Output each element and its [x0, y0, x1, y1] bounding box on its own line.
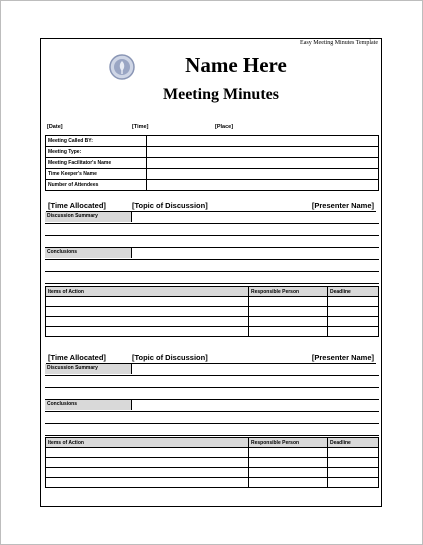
text-line[interactable] [45, 388, 379, 400]
section-1-discussion [45, 212, 379, 284]
info-row [46, 136, 379, 147]
info-value[interactable] [147, 169, 379, 180]
table-row [46, 448, 379, 458]
table-row [46, 297, 379, 307]
info-label: Time Keeper's Name [46, 169, 147, 180]
conclusions-label: Conclusions [45, 400, 132, 410]
template-name: Easy Meeting Minutes Template [300, 40, 378, 46]
items-of-action-header: Items of Action [46, 438, 249, 448]
document-page [40, 38, 382, 507]
table-row [46, 317, 379, 327]
table-row [46, 327, 379, 337]
text-line[interactable] [45, 260, 379, 272]
responsible-person-header: Responsible Person [249, 287, 328, 297]
text-line[interactable] [45, 236, 379, 248]
topic-of-discussion[interactable]: [Topic of Discussion] [132, 201, 208, 210]
time-field[interactable]: [Time] [132, 124, 149, 130]
text-line[interactable] [45, 424, 379, 436]
meeting-info-table [45, 135, 379, 191]
section-2-discussion [45, 364, 379, 436]
section-1-actions-table [45, 286, 379, 337]
info-row [46, 147, 379, 158]
discussion-summary-label: Discussion Summary [45, 364, 132, 374]
presenter-name[interactable]: [Presenter Name] [311, 353, 374, 362]
info-row [46, 169, 379, 180]
table-row [46, 307, 379, 317]
info-label: Meeting Type: [46, 147, 147, 158]
text-line[interactable] [45, 224, 379, 236]
info-row [46, 158, 379, 169]
table-row [46, 478, 379, 488]
info-label: Meeting Facilitator's Name [46, 158, 147, 169]
topic-of-discussion[interactable]: [Topic of Discussion] [132, 353, 208, 362]
deadline-header: Deadline [328, 287, 379, 297]
table-row [46, 458, 379, 468]
info-value[interactable] [147, 180, 379, 191]
info-value[interactable] [147, 147, 379, 158]
info-row [46, 180, 379, 191]
section-1-header [46, 201, 376, 212]
name-heading: Name Here [185, 53, 287, 77]
discussion-summary-label: Discussion Summary [45, 212, 132, 222]
date-field[interactable]: [Date] [47, 124, 63, 130]
responsible-person-header: Responsible Person [249, 438, 328, 448]
place-field[interactable]: [Place] [215, 124, 234, 130]
section-2-header [46, 353, 376, 364]
document-title: Meeting Minutes [163, 86, 279, 103]
info-value[interactable] [147, 136, 379, 147]
items-of-action-header: Items of Action [46, 287, 249, 297]
section-2-actions-table [45, 437, 379, 488]
conclusions-label: Conclusions [45, 248, 132, 258]
presenter-name[interactable]: [Presenter Name] [311, 201, 374, 210]
table-row [46, 468, 379, 478]
info-label: Number of Attendees [46, 180, 147, 191]
time-allocated[interactable]: [Time Allocated] [48, 353, 106, 362]
logo-icon [109, 54, 135, 80]
text-line[interactable] [45, 272, 379, 284]
text-line[interactable] [45, 376, 379, 388]
time-allocated[interactable]: [Time Allocated] [48, 201, 106, 210]
deadline-header: Deadline [328, 438, 379, 448]
info-label: Meeting Called BY: [46, 136, 147, 147]
info-value[interactable] [147, 158, 379, 169]
text-line[interactable] [45, 412, 379, 424]
